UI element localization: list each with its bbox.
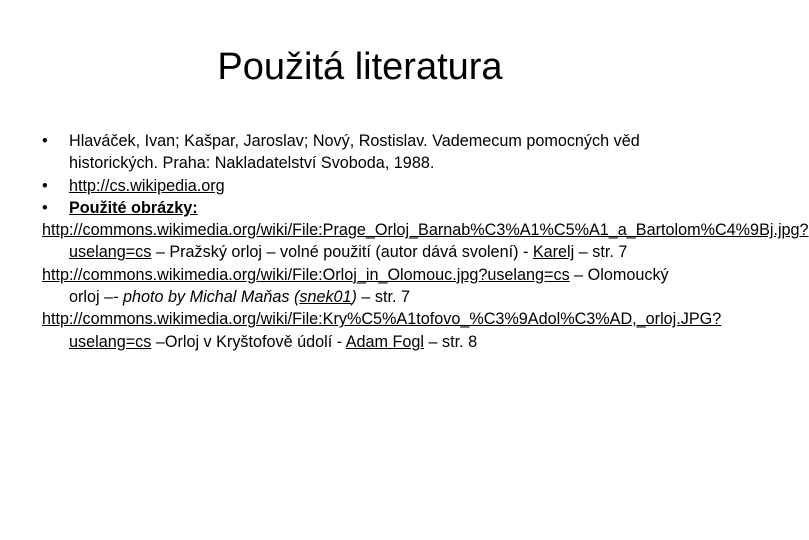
image-source-prague	[42, 219, 809, 264]
krystofovo-image-description: –Orloj v Kryštofově údolí -	[151, 332, 346, 351]
bullet-item-wikipedia	[42, 175, 692, 197]
olomouc-author-link[interactable]: snek01	[299, 288, 352, 307]
bullet-icon: •	[42, 198, 48, 217]
olomouc-photo-credit: - photo by Michal Maňas (	[113, 288, 300, 307]
olomouc-image-description: – Olomoucký orloj –	[69, 265, 669, 307]
prague-page-ref: – str. 7	[574, 243, 628, 262]
bullet-item-images	[42, 197, 692, 219]
krystofovo-image-link[interactable]: http://commons.wikimedia.org/wiki/File:Kry%C5%A1tofovo_%C3%9Adol%C3%AD,_orloj.JPG?uselang=cs	[42, 310, 722, 351]
olomouc-page-ref: – str. 7	[356, 288, 411, 307]
olomouc-credit-close: )	[351, 288, 357, 307]
page-title: Použitá literatura	[217, 46, 503, 88]
bullet-icon: •	[42, 132, 48, 150]
images-heading: Použité obrázky:	[69, 198, 198, 217]
book-reference: Hlaváček, Ivan; Kašpar, Jaroslav; Nový, Rostislav. Vademecum pomocných věd historických. Praha: Nakladatelství Svoboda, 1988.	[69, 132, 640, 173]
olomouc-image-link[interactable]: http://commons.wikimedia.org/wiki/File:Orloj_in_Olomouc.jpg?uselang=cs	[42, 265, 570, 284]
krystofovo-author-link[interactable]: Adam Fogl	[345, 332, 424, 351]
wikipedia-link[interactable]: http://cs.wikipedia.org	[69, 176, 225, 195]
prague-author-link[interactable]: Karelj	[532, 243, 575, 262]
bibliography	[42, 130, 809, 353]
prague-image-description: – Pražský orloj – volné použití (autor dává svolení) -	[151, 243, 533, 262]
image-source-krystofovo	[42, 308, 722, 353]
prague-image-link[interactable]: http://commons.wikimedia.org/wiki/File:Prage_Orloj_Barnab%C3%A1%C5%A1_a_Bartolom%C4%9Bj.jpg?uselang=cs	[42, 221, 809, 262]
image-source-olomouc	[42, 264, 692, 309]
bullet-icon: •	[42, 176, 48, 195]
bullet-item-book	[42, 130, 692, 175]
krystofovo-page-ref: – str. 8	[423, 332, 478, 351]
